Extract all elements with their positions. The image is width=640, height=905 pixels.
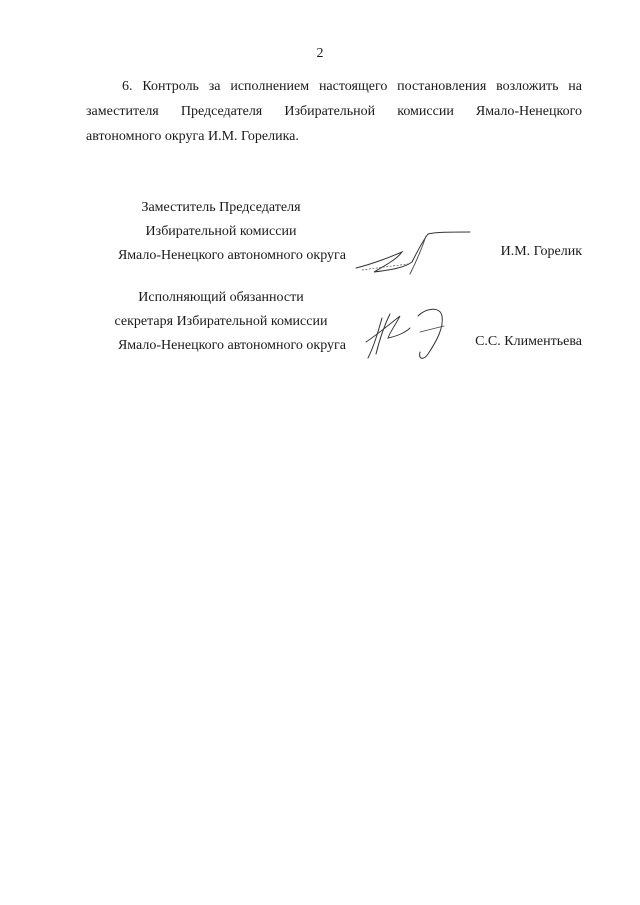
signatory-name: И.М. Горелик bbox=[500, 244, 582, 259]
signatory-title bbox=[96, 196, 346, 268]
signatory-name: С.С. Климентьева bbox=[475, 334, 582, 349]
handwritten-signature-gorelik bbox=[352, 224, 472, 284]
signature-block-acting-secretary bbox=[0, 286, 640, 358]
signatory-title-line: секретаря Избирательной комиссии bbox=[114, 314, 328, 329]
paragraph-line-3: автономного округа И.М. Горелика. bbox=[86, 129, 299, 144]
paragraph-line-1: 6. Контроль за исполнением настоящего постановления возложить на bbox=[122, 79, 582, 94]
signatory-title-line: Ямало-Ненецкого автономного округа bbox=[117, 248, 346, 263]
signatory-title-line: Исполняющий обязанности bbox=[138, 290, 304, 305]
handwritten-signature-klimentieva bbox=[360, 298, 460, 364]
signature-block-deputy-chairman bbox=[0, 196, 640, 268]
signatory-title-line: Избирательной комиссии bbox=[145, 224, 297, 239]
page-number: 2 bbox=[316, 46, 324, 61]
signatory-title bbox=[96, 286, 346, 358]
paragraph-line-2: заместителя Председателя Избирательной комиссии Ямало-Ненецкого bbox=[86, 104, 582, 119]
signatory-title-line: Заместитель Председателя bbox=[141, 200, 301, 215]
signatory-title-line: Ямало-Ненецкого автономного округа bbox=[117, 338, 346, 353]
resolution-paragraph bbox=[86, 74, 582, 149]
